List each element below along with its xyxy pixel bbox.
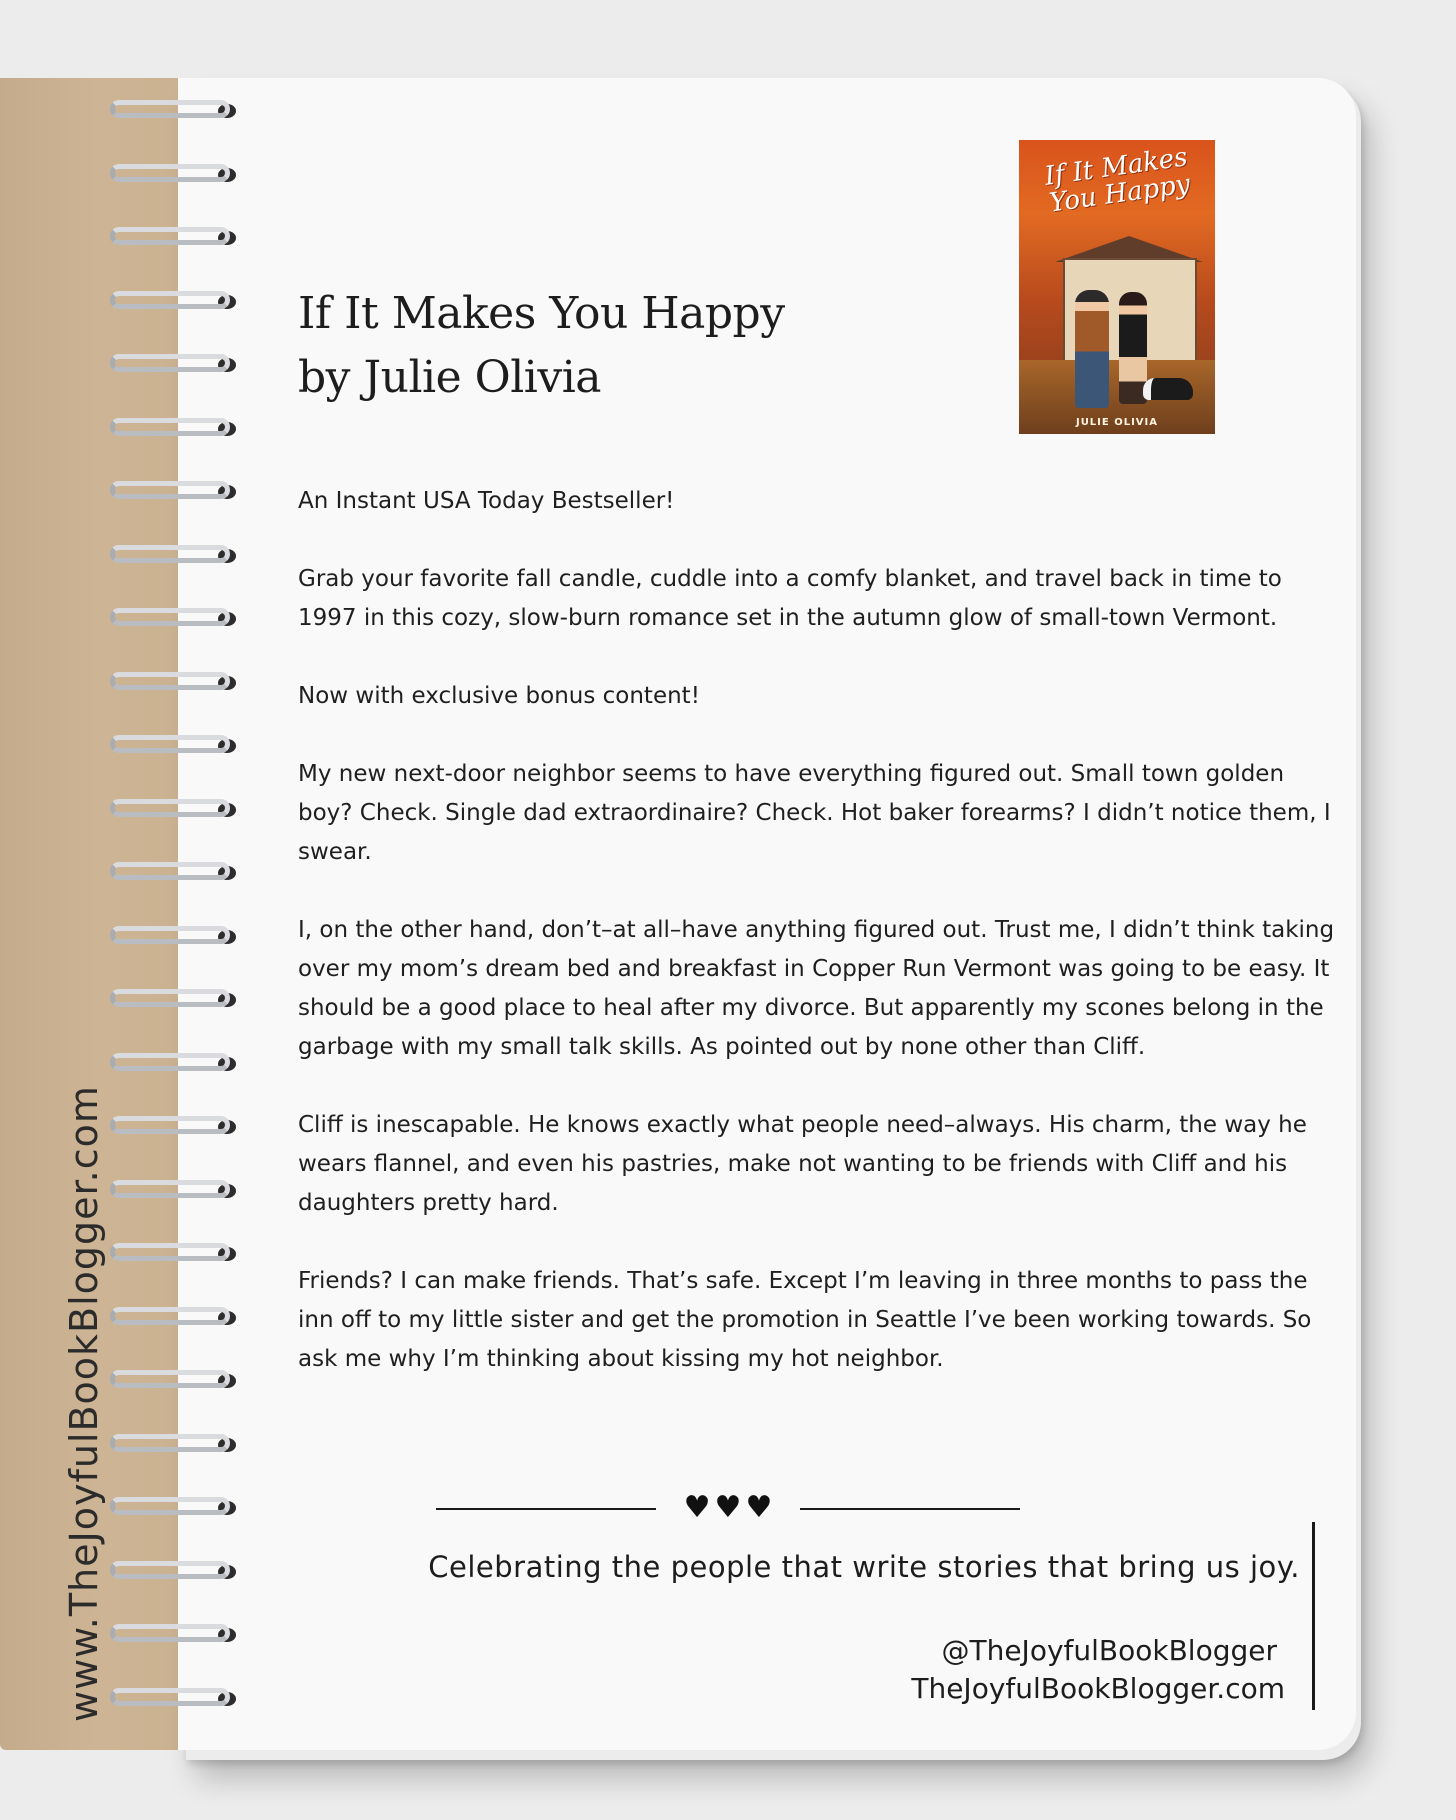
spiral-coil bbox=[104, 1686, 244, 1712]
spiral-wire bbox=[110, 418, 230, 436]
spiral-wire bbox=[110, 1243, 230, 1261]
spiral-wire bbox=[110, 735, 230, 753]
spiral-coil bbox=[104, 1622, 244, 1648]
spiral-coil bbox=[104, 162, 244, 188]
description-paragraph: An Instant USA Today Bestseller! bbox=[298, 488, 675, 514]
spiral-coil bbox=[104, 733, 244, 759]
spiral-wire bbox=[110, 1370, 230, 1388]
social-handle: @TheJoyfulBookBlogger bbox=[941, 1634, 1277, 1667]
spiral-coil bbox=[104, 352, 244, 378]
spiral-coil bbox=[104, 543, 244, 569]
spiral-coil bbox=[104, 416, 244, 442]
spiral-wire bbox=[110, 1434, 230, 1452]
spiral-wire bbox=[110, 1180, 230, 1198]
divider-line-left bbox=[436, 1508, 656, 1510]
description-paragraph: Grab your favorite fall candle, cuddle into a comfy blanket, and travel back in time to 1997 in this cozy, slow-burn romance set in the autumn glow of small-town Vermont. bbox=[298, 566, 1282, 631]
description-paragraph: Now with exclusive bonus content! bbox=[298, 683, 700, 709]
spiral-coil bbox=[104, 606, 244, 632]
spiral-wire bbox=[110, 608, 230, 626]
book-title: If It Makes You Happy bbox=[298, 288, 785, 339]
spiral-wire bbox=[110, 1561, 230, 1579]
spiral-coil bbox=[104, 225, 244, 251]
spiral-coil bbox=[104, 1305, 244, 1331]
cover-man-figure bbox=[1075, 290, 1109, 408]
spiral-wire bbox=[110, 291, 230, 309]
cover-dog-figure bbox=[1143, 378, 1193, 400]
spiral-wire bbox=[110, 1688, 230, 1706]
spiral-coil bbox=[104, 1559, 244, 1585]
book-description bbox=[298, 482, 1338, 1418]
spiral-coil bbox=[104, 987, 244, 1013]
spiral-coil bbox=[104, 98, 244, 124]
spiral-wire bbox=[110, 227, 230, 245]
cover-author: JULIE OLIVIA bbox=[1075, 417, 1159, 428]
spiral-coil bbox=[104, 1495, 244, 1521]
spiral-coil bbox=[104, 860, 244, 886]
spiral-wire bbox=[110, 1624, 230, 1642]
spiral-wire bbox=[110, 1116, 230, 1134]
spiral-coil bbox=[104, 1432, 244, 1458]
spiral-wire bbox=[110, 100, 230, 118]
spiral-wire bbox=[110, 1307, 230, 1325]
book-author: by Julie Olivia bbox=[298, 352, 602, 403]
spiral-coil bbox=[104, 1114, 244, 1140]
spiral-coil bbox=[104, 479, 244, 505]
spiral-wire bbox=[110, 799, 230, 817]
vertical-website-url: www.TheJoyfulBookBlogger.com bbox=[62, 1085, 106, 1722]
description-paragraph: Cliff is inescapable. He knows exactly what people need–always. His charm, the way he wears flannel, and even his pastries, make not wanting to be friends with Cliff and his daughters pretty hard. bbox=[298, 1112, 1307, 1216]
spiral-wire bbox=[110, 862, 230, 880]
spiral-coil bbox=[104, 1241, 244, 1267]
spiral-wire bbox=[110, 354, 230, 372]
spiral-wire bbox=[110, 1497, 230, 1515]
book-cover-image bbox=[1019, 140, 1215, 434]
spiral-wire bbox=[110, 1053, 230, 1071]
spiral-wire bbox=[110, 164, 230, 182]
divider-line-right bbox=[800, 1508, 1020, 1510]
spiral-wire bbox=[110, 481, 230, 499]
spiral-coil bbox=[104, 924, 244, 950]
spiral-coil bbox=[104, 289, 244, 315]
spiral-coil bbox=[104, 1051, 244, 1077]
spiral-coil bbox=[104, 1368, 244, 1394]
spiral-coil bbox=[104, 797, 244, 823]
spiral-coil bbox=[104, 1178, 244, 1204]
spiral-wire bbox=[110, 989, 230, 1007]
spiral-wire bbox=[110, 672, 230, 690]
spiral-binding bbox=[104, 98, 254, 1738]
spiral-wire bbox=[110, 545, 230, 563]
footer-vertical-bar bbox=[1312, 1522, 1315, 1710]
hearts-icon: ♥♥♥ bbox=[683, 1490, 777, 1525]
cover-title: If It Makes You Happy bbox=[1042, 142, 1193, 219]
book-title-heading bbox=[298, 282, 785, 410]
spiral-wire bbox=[110, 926, 230, 944]
spiral-coil bbox=[104, 670, 244, 696]
description-paragraph: Friends? I can make friends. That’s safe. Except I’m leaving in three months to pass the inn off to my little sister and get the promotion in Seattle I’ve been working towards. So ask me why I’m thinking about kissing my hot neighbor. bbox=[298, 1268, 1312, 1372]
tagline: Celebrating the people that write stories that bring us joy. bbox=[428, 1550, 1300, 1584]
website-url: TheJoyfulBookBlogger.com bbox=[911, 1672, 1285, 1705]
description-paragraph: My new next-door neighbor seems to have everything figured out. Small town golden boy? Check. Single dad extraordinaire? Check. Hot baker forearms? I didn’t notice them, I swear. bbox=[298, 761, 1331, 865]
description-paragraph: I, on the other hand, don’t–at all–have anything figured out. Trust me, I didn’t think taking over my mom’s dream bed and breakfast in Copper Run Vermont was going to be easy. It should be a good place to heal after my divorce. But apparently my scones belong in the garbage with my small talk skills. As pointed out by none other than Cliff. bbox=[298, 917, 1335, 1060]
